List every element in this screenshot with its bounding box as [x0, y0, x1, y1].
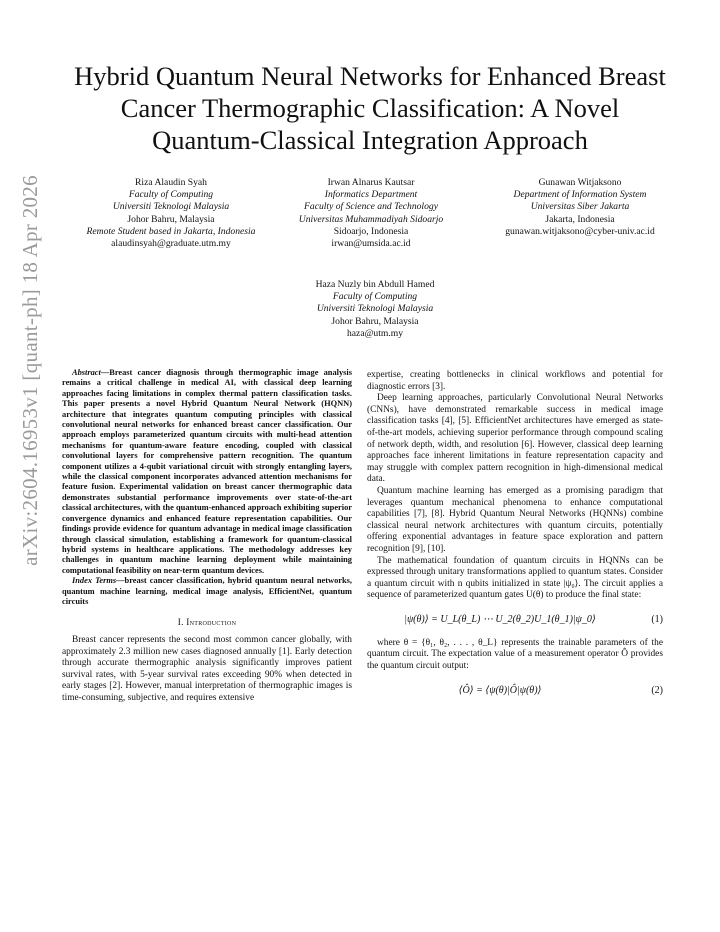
paper-title: Hybrid Quantum Neural Networks for Enhanced Breast Cancer Thermographic Classification: A Novel Quantum-Classical Integration Approach: [74, 61, 666, 155]
abstract-label: Abstract: [72, 368, 101, 377]
arxiv-identifier-stamp: [8, 110, 52, 630]
author-affiliation: Faculty of Computing: [332, 291, 418, 303]
author-email: gunawan.witjaksono@cyber-univ.ac.id: [505, 225, 655, 237]
author-name: Haza Nuzly bin Abdull Hamed: [315, 279, 435, 290]
arxiv-stamp-text: arXiv:2604.16953v1 [quant-ph] 18 Apr 2026: [17, 174, 42, 566]
equation-1-body: |ψ(θ)⟩ = U_L(θ_L) ⋯ U_2(θ_2)U_1(θ_1)|ψ_0⟩: [404, 613, 596, 625]
continued-paragraph: expertise, creating bottlenecks in clinical workflows and potential for diagnostic errors [3].: [367, 370, 663, 392]
equation-1: [367, 610, 663, 632]
body-paragraph: The mathematical foundation of quantum circuits in HQNNs can be expressed through unitary transformations applied to quantum states. Consider a quantum circuit with n qubits initialized in state |ψ₀⟩. The circuit applies a sequence of parameterized quantum gates U(θ) to produce the final state:: [367, 555, 663, 601]
equation-2: [367, 681, 663, 703]
author-3: [468, 177, 692, 238]
author-affiliation: Faculty of Science and Technology: [304, 201, 438, 213]
author-affiliation: Department of Information System: [513, 189, 647, 201]
right-column: [367, 370, 663, 709]
author-location: Sidoarjo, Indonesia: [333, 225, 409, 237]
author-4: [275, 279, 475, 340]
author-email: alaudinsyah@graduate.utm.my: [111, 238, 231, 250]
index-terms: Index Terms—breast cancer classification, hybrid quantum neural networks, quantum machine learning, medical image analysis, EfficientNet, quantum circuits: [62, 576, 352, 606]
section-heading-introduction: I. Introduction: [177, 617, 237, 628]
author-affiliation: Informatics Department: [324, 189, 418, 201]
author-email: haza@utm.my: [347, 327, 403, 339]
equation-1-number: (1): [651, 613, 663, 625]
author-affiliation: Universitas Muhammadiyah Sidoarjo: [298, 213, 444, 225]
equation-2-number: (2): [651, 684, 663, 696]
author-location: Johor Bahru, Malaysia: [331, 315, 419, 327]
body-paragraph: Deep learning approaches, particularly Convolutional Neural Networks (CNNs), have demonstrated remarkable success in medical image classification tasks [4], [5]. EfficientNet architectures have emerged as state-of-the-art models, achieving superior performance through compound scaling of network depth, width, and resolution [6]. However, classical deep learning approaches face inherent limitations in feature representation capacity and may struggle with complex pattern recognition in high-dimensional medical data.: [367, 393, 663, 485]
author-1: [58, 177, 284, 250]
index-terms-label: Index Terms: [72, 576, 117, 586]
index-terms-text: breast cancer classification, hybrid quantum neural networks, quantum machine learning, medical image analysis, EfficientNet, quantum circuits: [62, 576, 352, 606]
author-note: Remote Student based in Jakarta, Indonesia: [86, 225, 256, 237]
author-affiliation: Universiti Teknologi Malaysia: [112, 201, 230, 213]
author-name: Riza Alaudin Syah: [135, 177, 207, 188]
author-affiliation: Faculty of Computing: [128, 189, 214, 201]
author-location: Jakarta, Indonesia: [545, 213, 615, 225]
body-paragraph: where θ = {θ₁, θ₂, . . . , θ_L} represents the trainable parameters of the quantum circuit. The expectation value of a measurement operator Ô provides the quantum circuit output:: [367, 637, 663, 672]
equation-2-body: ⟨Ô⟩ = ⟨ψ(θ)|Ô|ψ(θ)⟩: [458, 684, 542, 696]
left-column: [62, 368, 352, 705]
author-affiliation: Universiti Teknologi Malaysia: [316, 303, 434, 315]
author-location: Johor Bahru, Malaysia: [127, 213, 215, 225]
author-name: Irwan Alnarus Kautsar: [327, 177, 415, 188]
author-affiliation: Universitas Siber Jakarta: [530, 201, 630, 213]
abstract-text: Breast cancer diagnosis through thermographic image analysis remains a critical challenge in medical AI, with classical deep learning approaches facing limitations in complex thermal pattern classification tasks. This paper presents a novel Hybrid Quantum Neural Network (HQNN) architecture that integrates quantum computing principles with classical convolutional neural networks for enhanced breast cancer classification. Our approach employs parameterized quantum circuits with multi-head attention mechanisms for quantum-aware feature encoding, coupled with classical convolutional layers for comprehensive pattern recognition. The quantum component utilizes a 4-qubit variational circuit with strongly entangling layers, while the classical component incorporates advanced attention mechanisms for feature fusion. Experimental validation on breast cancer thermographic data demonstrates substantial performance improvements over state-of-the-art classical architectures, with the quantum-enhanced approach exhibiting superior convergence dynamics and enhanced feature representation capabilities. Our findings provide evidence for quantum advantage in medical image classification through classical simulation, establishing a framework for quantum-classical hybrid systems in healthcare applications. The methodology addresses key challenges in quantum machine learning deployment while maintaining computational feasibility on near-term quantum devices.: [62, 368, 352, 575]
author-2: [268, 177, 474, 250]
body-paragraph: Quantum machine learning has emerged as a promising paradigm that leverages quantum mechanical phenomena to enhance computational capabilities [7], [8]. Hybrid Quantum Neural Networks (HQNNs) combine classical neural network architectures with quantum circuits, potentially offering exponential advantages in feature space exploration and pattern recognition [9], [10].: [367, 485, 663, 554]
intro-paragraph: Breast cancer represents the second most common cancer globally, with approximately 2.3 million new cases diagnosed annually [1]. Early detection through accurate thermographic analysis significantly improves patient survival rates, with 5-year survival rates exceeding 90% when detected in early stages [2]. However, manual interpretation of thermographic images is time-consuming, subjective, and requires extensive: [62, 634, 352, 703]
author-email: irwan@umsida.ac.id: [331, 238, 411, 250]
author-name: Gunawan Witjaksono: [538, 177, 622, 188]
abstract: Abstract—Breast cancer diagnosis through thermographic image analysis remains a critical challenge in medical AI, with classical deep learning approaches facing limitations in complex thermal pattern classification tasks. This paper presents a novel Hybrid Quantum Neural Network (HQNN) architecture that integrates quantum computing principles with classical convolutional neural networks for enhanced breast cancer classification. Our approach employs parameterized quantum circuits with multi-head attention mechanisms for quantum-aware feature encoding, coupled with classical convolutional layers for comprehensive pattern recognition. The quantum component utilizes a 4-qubit variational circuit with strongly entangling layers, while the classical component incorporates advanced attention mechanisms for feature fusion. Experimental validation on breast cancer thermographic data demonstrates substantial performance improvements over state-of-the-art classical architectures, with the quantum-enhanced approach exhibiting superior convergence dynamics and enhanced feature representation capabilities. Our findings provide evidence for quantum advantage in medical image classification through classical simulation, establishing a framework for quantum-classical hybrid systems in healthcare applications. The methodology addresses key challenges in quantum machine learning deployment while maintaining computational feasibility on near-term quantum devices.: [62, 368, 352, 575]
